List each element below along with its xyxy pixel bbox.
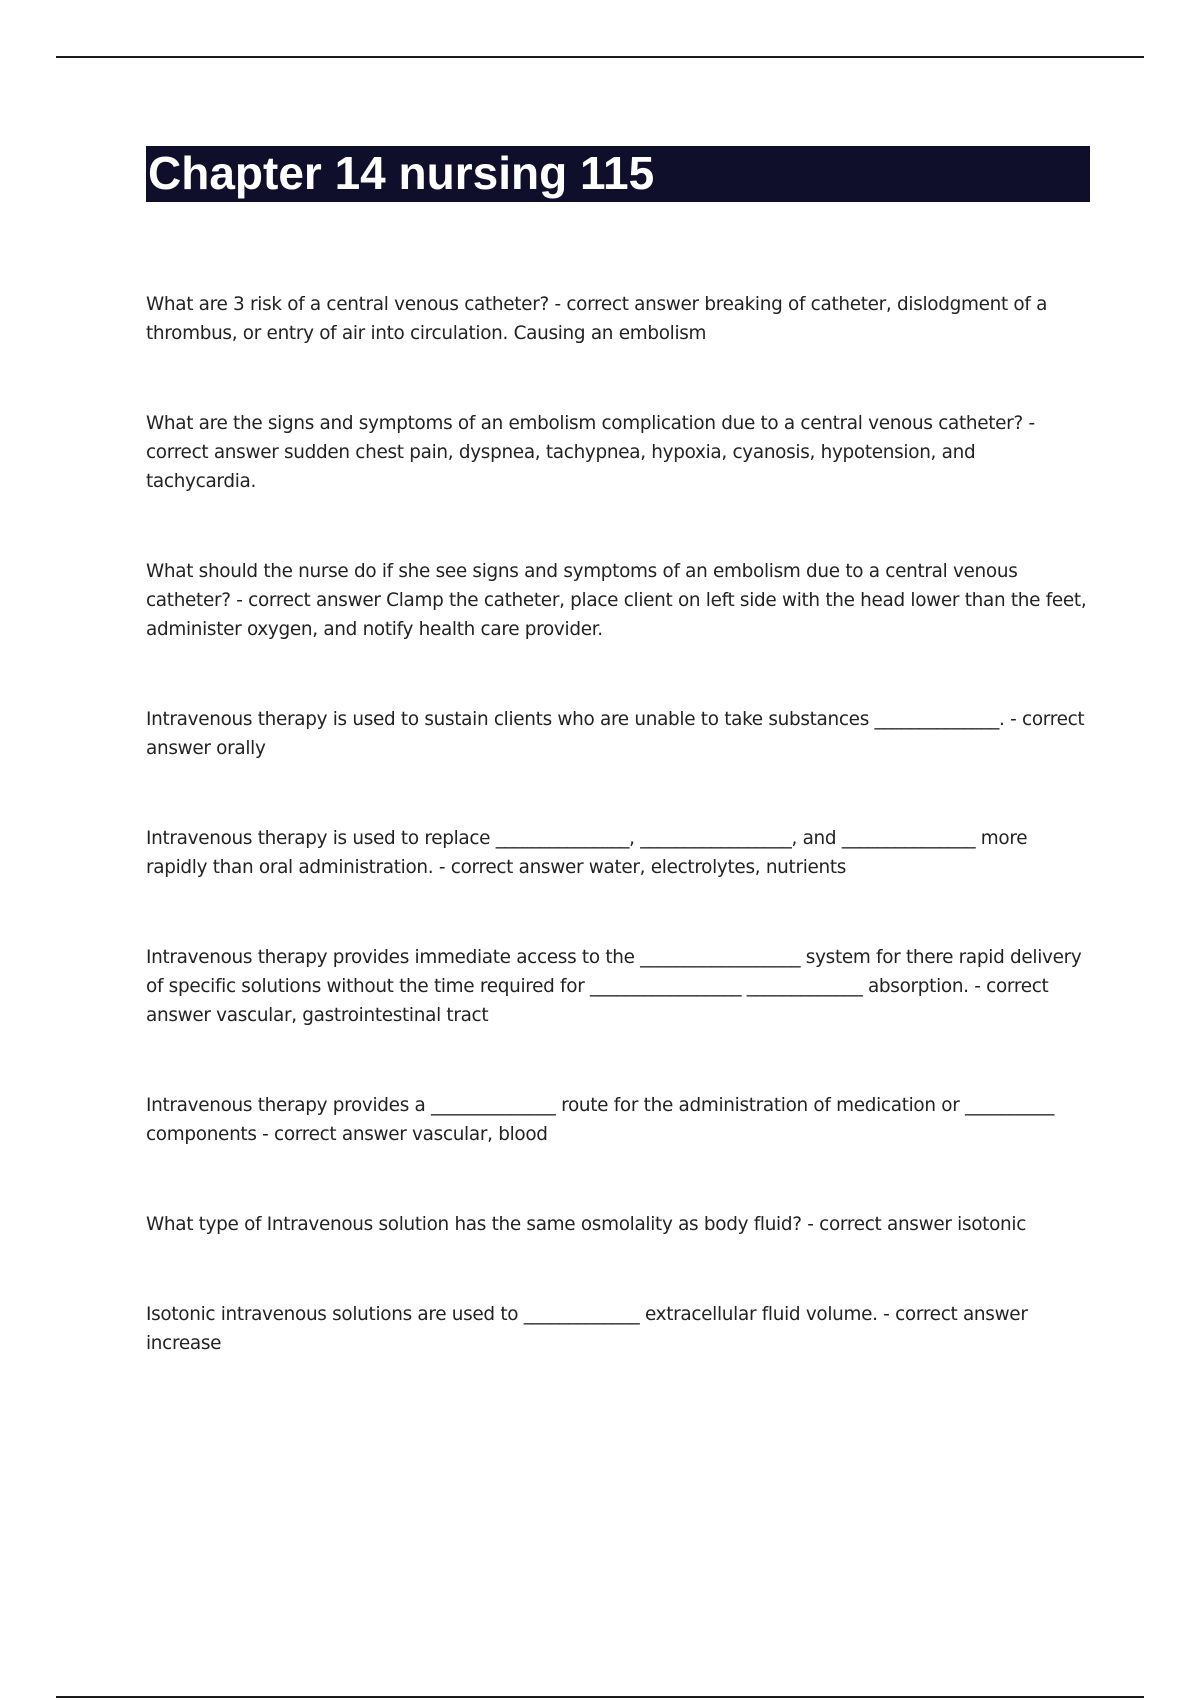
top-rule [56, 56, 1144, 58]
qa-item: What are the signs and symptoms of an embolism complication due to a central venous catheter? - correct answer sudden chest pain, dyspnea, tachypnea, hypoxia, cyanosis, hypotension, and tachycardia. [146, 413, 1035, 492]
qa-item: What are 3 risk of a central venous catheter? - correct answer breaking of catheter, dislodgment of a thrombus, or entry of air into circulation. Causing an embolism [146, 294, 1048, 344]
document-title: Chapter 14 nursing 115 [148, 147, 655, 199]
qa-item: Intravenous therapy provides a ______________ route for the administration of medication or __________ components - correct answer vascular, blood [146, 1095, 1054, 1145]
qa-item: What should the nurse do if she see signs and symptoms of an embolism due to a central venous catheter? - correct answer Clamp the catheter, place client on left side with the head lower than the feet, administer oxygen, and notify health care provider. [146, 561, 1087, 640]
qa-item: Intravenous therapy provides immediate access to the __________________ system for there rapid delivery of specific solutions without the time required for _________________ _____________ absorption. - correct answer vascular, gastrointestinal tract [146, 947, 1082, 1026]
qa-item: Intravenous therapy is used to sustain clients who are unable to take substances ______________. - correct answer orally [146, 709, 1085, 759]
qa-item: Isotonic intravenous solutions are used to _____________ extracellular fluid volume. - correct answer increase [146, 1304, 1028, 1354]
title-banner [146, 146, 1090, 202]
bottom-rule [56, 1696, 1144, 1698]
qa-item: What type of Intravenous solution has the same osmolality as body fluid? - correct answer isotonic [146, 1214, 1027, 1235]
qa-item: Intravenous therapy is used to replace _______________, _________________, and _______________ more rapidly than oral administration. - correct answer water, electrolytes, nutrients [146, 828, 1028, 878]
qa-list [146, 290, 1090, 1419]
